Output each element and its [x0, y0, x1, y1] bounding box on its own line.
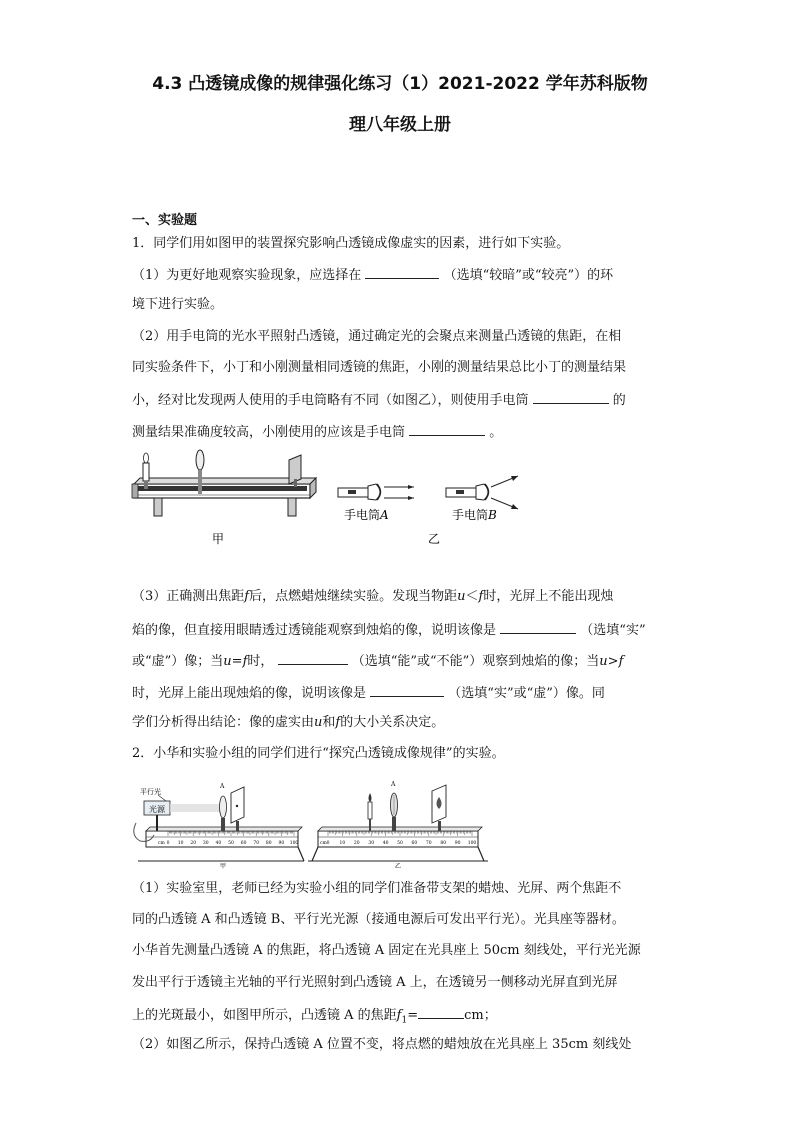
q1-part3-line1 [132, 589, 672, 605]
q1-part3-text-b1: 焰的像，但直接用眼睛透过透镜能观察到烛焰的像，说明该像是 [132, 623, 497, 638]
light-source-label: 光源 [149, 805, 165, 814]
bench-jia [138, 827, 304, 861]
q2-figure-label-yi: 乙 [394, 863, 402, 870]
lens-a-yi [390, 781, 398, 831]
lens-a-label-jia: A [220, 783, 225, 790]
q1-part3-text-e2: 和 [322, 715, 336, 730]
q1-part2-line3 [132, 391, 672, 409]
q2-part1-line2: 同的凸透镜 A 和凸透镜 B、平行光光源（接通电源后可发出平行光）。光具座等器材。 [132, 912, 625, 927]
ruler-jia-tick-label: 100 [289, 841, 299, 846]
q1-figure-label-yi: 乙 [427, 532, 441, 546]
flashlight-b-text: 手电筒 [452, 508, 489, 522]
q1-part3-gt: > [607, 654, 619, 669]
bench-yi [308, 827, 488, 861]
flashlight-a-label [344, 507, 389, 522]
flashlight-b-label [452, 507, 497, 522]
q1-part3-text-d1: 时，光屏上能出现烛焰的像，说明该像是 [132, 686, 367, 701]
q2-part1-line4: 发出平行于透镜主光轴的平行光照射到凸透镜 A 上，在透镜另一侧移动光屏直到光屏 [132, 975, 618, 990]
ruler-jia-tick-label: 30 [202, 841, 209, 846]
q1-part3-text-d2: （选填“实”或“虚”）像。同 [448, 686, 605, 701]
q1-part3-line5 [132, 715, 672, 731]
q1-part3-text-a1: （3）正确测出焦距 [132, 589, 245, 604]
ruler-jia-tick-label: 20 [190, 841, 197, 846]
ruler-jia-tick-label: 10 [177, 841, 184, 846]
ruler-yi-tick-label: 10 [339, 841, 346, 846]
ruler-yi-tick-label: 30 [368, 841, 375, 846]
ruler-yi-tick-label: 100 [467, 841, 477, 846]
q1-part3-text-c3: （选填“能”或“不能”）观察到烛焰的像；当 [351, 654, 600, 669]
flashlight-a-text: 手电筒 [344, 508, 381, 522]
q1-part2-text-d1: 测量结果准确度较高，小刚使用的应该是手电筒 [132, 425, 406, 440]
ruler-jia-tick-label: 40 [215, 841, 222, 846]
q1-blank-5[interactable] [278, 652, 348, 665]
q1-part3-var-u5: u [314, 715, 323, 730]
q2-part1-text-e1: 上的光斑最小，如图甲所示，凸透镜 A 的焦距 [132, 1008, 397, 1023]
flashlight-a [338, 484, 414, 500]
ruler-jia-tick-label: 70 [253, 841, 260, 846]
screen-yi [432, 785, 446, 831]
q1-part3-var-f4: f [618, 654, 624, 669]
ruler-jia-tick-label: 60 [240, 841, 247, 846]
ruler-jia-tick-label: 90 [278, 841, 285, 846]
q1-part3-lt: ＜ [465, 589, 479, 604]
candle-yi [368, 793, 372, 831]
ruler-unit-yi: cm [320, 841, 327, 846]
flashlight-b [446, 476, 518, 509]
ruler-unit-jia: cm [158, 841, 165, 846]
q2-part1-line5 [132, 1006, 672, 1029]
q1-part3-var-f2: f [478, 589, 484, 604]
ruler-jia-tick-label: 50 [228, 841, 234, 846]
q2-part1-line3: 小华首先测量凸透镜 A 的焦距，将凸透镜 A 固定在光具座上 50cm 刻线处，平行光光源 [132, 943, 641, 958]
q2-stem: 2．小华和实验小组的同学们进行“探究凸透镜成像规律”的实验。 [132, 746, 505, 761]
parallel-light-label: 平行光 [140, 788, 161, 796]
lens-a-label-yi: A [391, 781, 396, 788]
q2-part2-line1: （2）如图乙所示，保持凸透镜 A 位置不变，将点燃的蜡烛放在光具座上 35cm 刻线处 [132, 1037, 632, 1052]
q1-part2-text-c2: 的 [612, 393, 626, 408]
q2-part1-line1: （1）实验室里，老师已经为实验小组的同学们准备带支架的蜡烛、光屏、两个焦距不 [132, 881, 622, 896]
q1-blank-4[interactable] [500, 621, 576, 634]
q1-part3-text-a2: 后，点燃蜡烛继续实验。发现当物距 [249, 589, 458, 604]
ruler-yi-tick-label: 0 [326, 841, 330, 846]
q2-part1-sub: 1 [401, 1015, 408, 1026]
q1-part1-line2: 境下进行实验。 [132, 297, 224, 312]
q1-part3-text-c1: 或“虚”）像；当 [132, 654, 224, 669]
q1-part2-text-c1: 小，经对比发现两人使用的手电筒略有不同（如图乙），则使用手电筒 [132, 393, 529, 408]
q2-part1-var-f: f [396, 1008, 402, 1023]
q2-blank-1[interactable] [418, 1006, 464, 1019]
q1-blank-3[interactable] [409, 423, 485, 436]
q1-part3-var-f5: f [335, 715, 341, 730]
screen-jia [231, 787, 244, 831]
doc-title-line-2: 理八年级上册 [349, 115, 451, 135]
q1-part2-line1: （2）用手电筒的光水平照射凸透镜，通过确定光的会聚点来测量凸透镜的焦距，在相 [132, 329, 622, 344]
flashlight-b-letter: B [488, 508, 497, 522]
q2-part1-text-e2: cm； [464, 1008, 497, 1023]
q1-part3-text-e1: 学们分析得出结论：像的虚实由 [132, 715, 315, 730]
section-heading: 一、实验题 [132, 213, 198, 228]
q2-figure [128, 771, 498, 871]
ruler-jia-tick-label: 0 [166, 841, 170, 846]
q1-part1-text-b: （选填“较暗”或“较亮”）的环 [443, 268, 614, 283]
q1-part3-eq: = [231, 654, 243, 669]
q1-part3-line2 [132, 621, 672, 639]
q1-part3-line3 [132, 652, 672, 670]
ruler-yi-tick-label: 80 [440, 841, 447, 846]
q1-figure [128, 446, 538, 551]
ruler-yi-tick-label: 20 [353, 841, 360, 846]
q1-stem: 1．同学们用如图甲的装置探究影响凸透镜成像虚实的因素，进行如下实验。 [132, 236, 570, 251]
q2-figure-label-jia: 甲 [219, 863, 227, 870]
q1-part1-line1 [132, 266, 672, 284]
q1-part3-text-b2: （选填“实” [580, 623, 646, 638]
q1-part3-var-u3: u [223, 654, 232, 669]
q1-part3-text-e3: 的大小关系决定。 [340, 715, 445, 730]
ruler-yi-tick-label: 60 [411, 841, 418, 846]
q1-part3-text-c2: 时， [247, 654, 274, 669]
q1-part3-line4 [132, 684, 672, 702]
flashlight-a-letter: A [380, 508, 389, 522]
q1-part3-text-a4: 时，光屏上不能出现烛 [483, 589, 614, 604]
lens-a-jia [219, 783, 227, 831]
q1-blank-6[interactable] [370, 684, 444, 697]
ruler-yi-tick-label: 50 [397, 841, 403, 846]
q1-figure-label-jia: 甲 [211, 532, 225, 546]
ruler-jia-tick-label: 80 [265, 841, 272, 846]
q1-part2-line4 [132, 423, 672, 441]
q1-part3-var-u4: u [599, 654, 608, 669]
q1-part2-text-d2: 。 [489, 425, 503, 440]
ruler-yi-tick-label: 40 [382, 841, 389, 846]
doc-title-line-1: 4.3 凸透镜成像的规律强化练习（1）2021-2022 学年苏科版物 [152, 74, 648, 94]
q1-part3-var-f: f [244, 589, 250, 604]
q1-part2-line2: 同实验条件下，小丁和小刚测量相同透镜的焦距，小刚的测量结果总比小丁的测量结果 [132, 360, 627, 375]
q1-part1-text-a: （1）为更好地观察实验现象，应选择在 [132, 268, 362, 283]
q1-part3-var-u: u [457, 589, 466, 604]
ruler-yi-tick-label: 90 [454, 841, 461, 846]
q1-part3-var-f3: f [242, 654, 248, 669]
optical-bench-jia [132, 450, 316, 516]
q1-blank-1[interactable] [365, 266, 439, 279]
q2-part1-eq: = [407, 1008, 419, 1023]
q1-blank-2[interactable] [533, 391, 609, 404]
ruler-yi-tick-label: 70 [425, 841, 432, 846]
